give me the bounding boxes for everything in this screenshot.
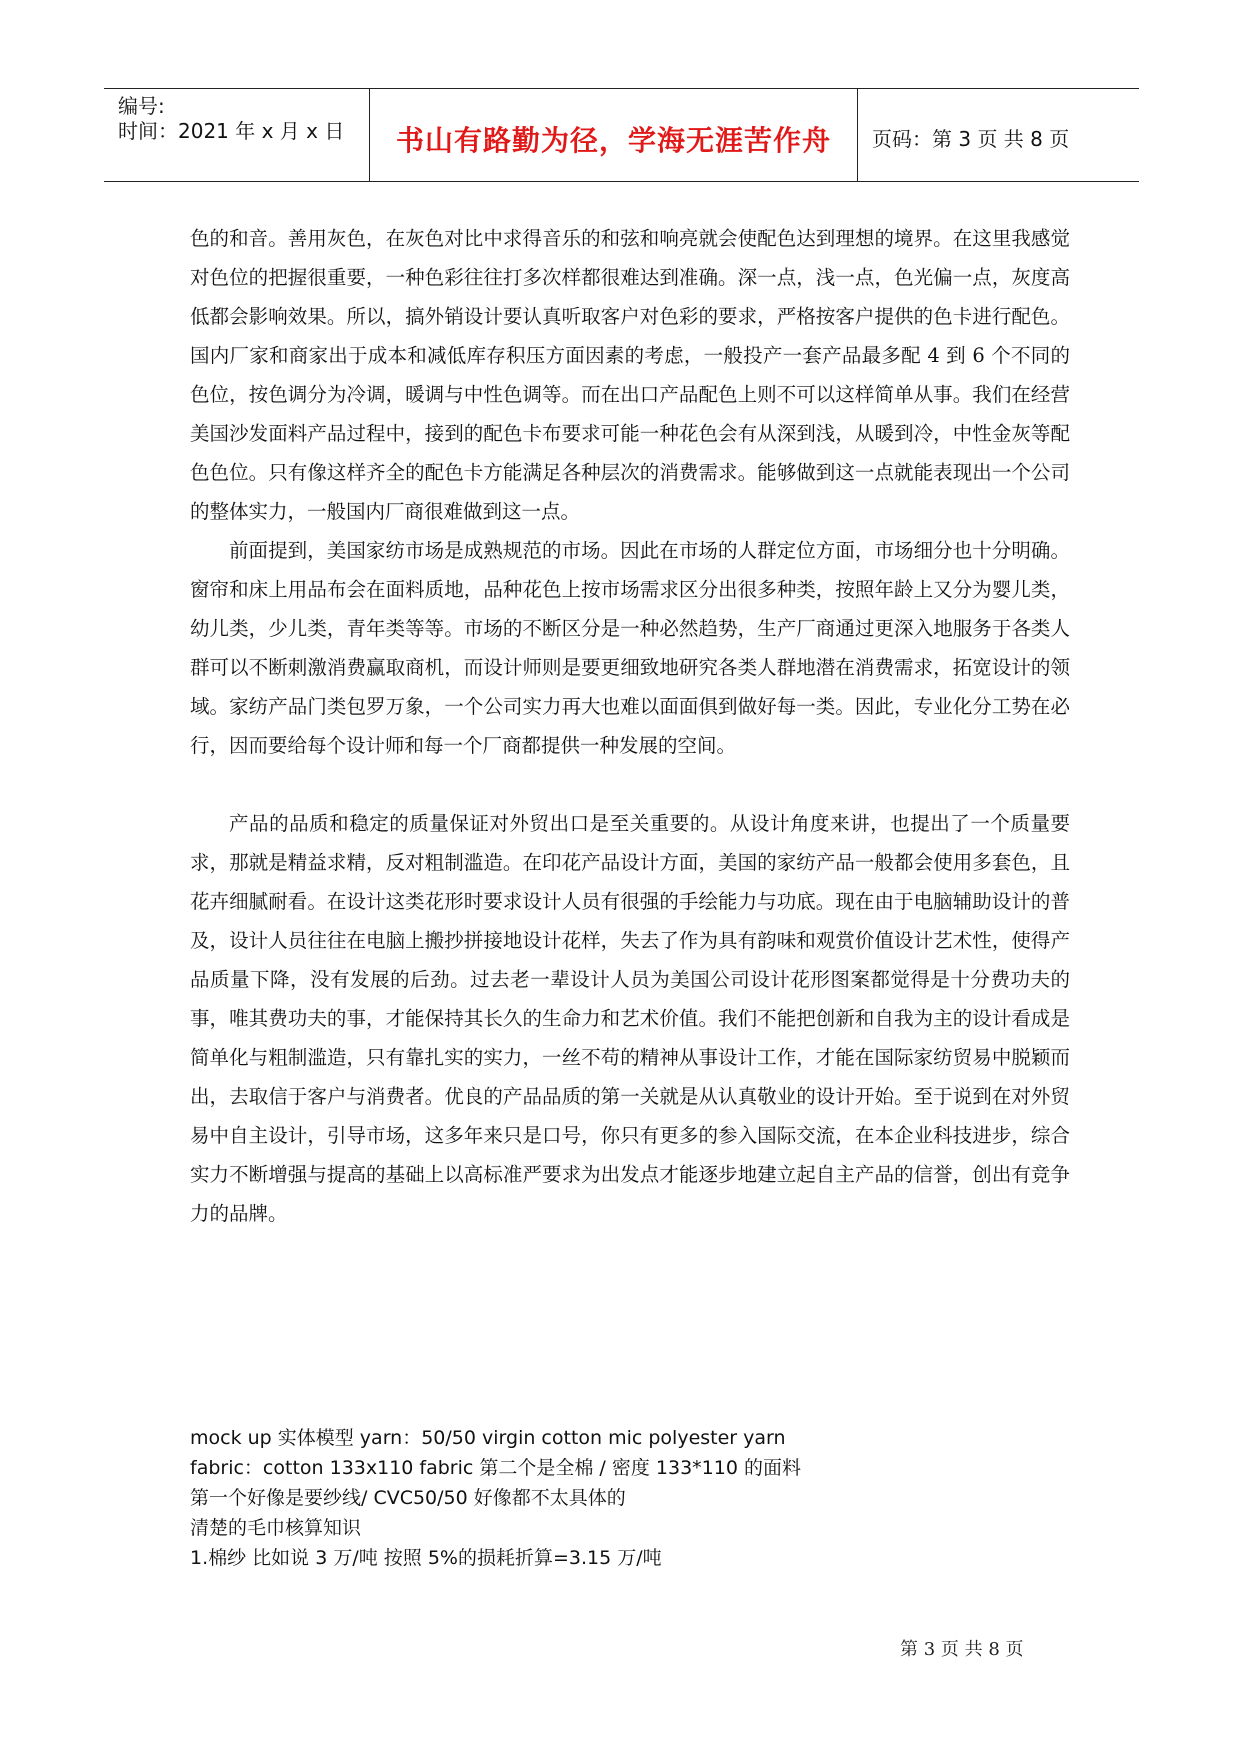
paragraph-market-segmentation: 前面提到，美国家纺市场是成熟规范的市场。因此在市场的人群定位方面，市场细分也十分明确。窗帘和床上用品布会在面料质地，品种花色上按市场需求区分出很多种类，按照年龄上又分为婴儿类，幼儿类，少儿类，青年类等等。市场的不断区分是一种必然趋势，生产厂商通过更深入地服务于各类人群可以不断刺激消费赢取商机，而设计师则是要更细致地研究各类人群地潜在消费需求，拓宽设计的领域。家纺产品门类包罗万象，一个公司实力再大也难以面面俱到做好每一类。因此，专业化分工势在必行，因而要给每个设计师和每一个厂商都提供一种发展的空间。 (190, 539, 1070, 757)
document-time-label: 时间：2021 年 x 月 x 日 (118, 119, 345, 143)
header-left-cell (104, 89, 370, 181)
header-page-code: 页码：第 3 页 共 8 页 (872, 127, 1070, 151)
note-line: 1.棉纱 比如说 3 万/吨 按照 5%的损耗折算=3.15 万/吨 (190, 1547, 662, 1569)
notes-block (190, 1423, 1090, 1573)
note-line: 清楚的毛巾核算知识 (190, 1517, 362, 1539)
note-line: 第一个好像是要纱线/ CVC50/50 好像都不太具体的 (190, 1487, 626, 1509)
header-right-cell (858, 89, 1139, 181)
page-header (104, 88, 1139, 182)
paragraph-product-quality: 产品的品质和稳定的质量保证对外贸出口是至关重要的。从设计角度来讲，也提出了一个质量要求，那就是精益求精，反对粗制滥造。在印花产品设计方面，美国的家纺产品一般都会使用多套色，且花卉细腻耐看。在设计这类花形时要求设计人员有很强的手绘能力与功底。现在由于电脑辅助设计的普及，设计人员往往在电脑上搬抄拼接地设计花样，失去了作为具有韵味和观赏价值设计艺术性，使得产品质量下降，没有发展的后劲。过去老一辈设计人员为美国公司设计花形图案都觉得是十分费功夫的事，唯其费功夫的事，才能保持其长久的生命力和艺术价值。我们不能把创新和自我为主的设计看成是简单化与粗制滥造，只有靠扎实的实力，一丝不苟的精神从事设计工作，才能在国际家纺贸易中脱颖而出，去取信于客户与消费者。优良的产品品质的第一关就是从认真敬业的设计开始。至于说到在对外贸易中自主设计，引导市场，这多年来只是口号，你只有更多的参入国际交流，在本企业科技进步，综合实力不断增强与提高的基础上以高标准严要求为出发点才能逐步地建立起自主产品的信誉，创出有竞争力的品牌。 (190, 812, 1070, 1225)
header-motto: 书山有路勤为径，学海无涯苦作舟 (395, 124, 831, 157)
note-line: fabric：cotton 133x110 fabric 第二个是全棉 / 密度 133*110 的面料 (190, 1457, 801, 1479)
document-body (190, 219, 1070, 1233)
document-number-label: 编号: (118, 94, 165, 118)
paragraph-color-matching: 色的和音。善用灰色，在灰色对比中求得音乐的和弦和响亮就会使配色达到理想的境界。在这里我感觉对色位的把握很重要，一种色彩往往打多次样都很难达到准确。深一点，浅一点，色光偏一点，灰度高低都会影响效果。所以，搞外销设计要认真听取客户对色彩的要求，严格按客户提供的色卡进行配色。国内厂家和商家出于成本和减低库存积压方面因素的考虑，一般投产一套产品最多配 4 到 6 个不同的色位，按色调分为冷调，暖调与中性色调等。而在出口产品配色上则不可以这样简单从事。我们在经营美国沙发面料产品过程中，接到的配色卡布要求可能一种花色会有从深到浅，从暖到冷，中性金灰等配色色位。只有像这样齐全的配色卡方能满足各种层次的消费需求。能够做到这一点就能表现出一个公司的整体实力，一般国内厂商很难做到这一点。 (190, 227, 1070, 523)
page-footer: 第 3 页 共 8 页 (900, 1639, 1024, 1660)
note-line: mock up 实体模型 yarn：50/50 virgin cotton mic polyester yarn (190, 1427, 786, 1449)
paragraph-gap (190, 765, 1070, 804)
header-middle-cell (370, 89, 858, 181)
